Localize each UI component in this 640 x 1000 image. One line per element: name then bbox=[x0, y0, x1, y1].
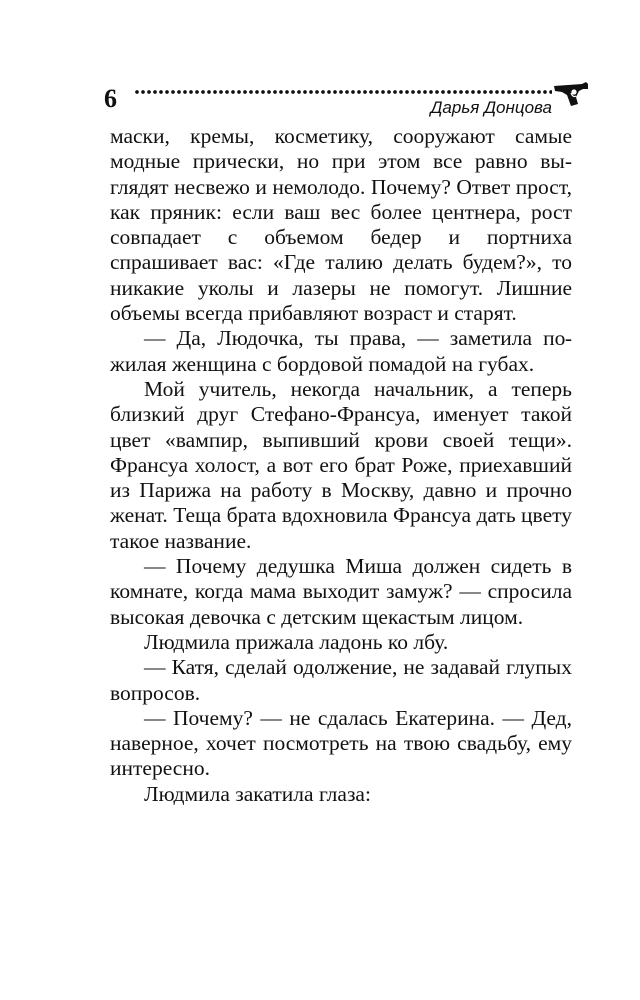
paragraph: Мой учитель, некогда начальник, а теперь близкий друг Стефано-Франсуа, именует такой цвет «вампир, выпивший крови своей тещи». Франсуа холост, а вот его брат Роже, приехавший из Парижа на работу в Москву, давно и прочно женат. Теща брата вдохновила Франсуа дать цвету такое название. bbox=[110, 376, 572, 553]
page-number: 6 bbox=[104, 84, 117, 113]
paragraph: — Почему? — не сдалась Екатерина. — Дед, наверное, хочет посмотреть на твою свадьбу, ему интересно. bbox=[110, 705, 572, 781]
dotted-rule bbox=[134, 89, 552, 95]
paragraph: маски, кремы, косметику, сооружают самые модные прически, но при этом все равно выглядят несвежо и немолодо. Почему? Ответ прост, как пряник: если ваш вес более центнера, рост совпадает с объемом бедер и портниха спрашивает вас: «Где талию делать будем?», то никакие уколы и лазеры не помогут. Лишние объемы всегда прибавляют возраст и старят. bbox=[110, 124, 572, 326]
paragraph: Людмила закатила глаза: bbox=[144, 781, 371, 806]
running-header bbox=[104, 76, 590, 122]
paragraph: — Да, Людочка, ты права, — заметила пожилая женщина с бордовой помадой на губах. bbox=[110, 326, 572, 376]
author-name: Дарья Донцова bbox=[430, 98, 552, 117]
body-text bbox=[110, 124, 572, 807]
paragraph: — Катя, сделай одолжение, не задавай глупых вопросов. bbox=[110, 655, 572, 705]
paragraph: Людмила прижала ладонь ко лбу. bbox=[144, 629, 449, 654]
paragraph: — Почему дедушка Миша должен сидеть в комнате, когда мама выходит замуж? — спросила высокая девочка с детским щекастым лицом. bbox=[110, 554, 572, 629]
revolver-icon bbox=[552, 80, 590, 108]
